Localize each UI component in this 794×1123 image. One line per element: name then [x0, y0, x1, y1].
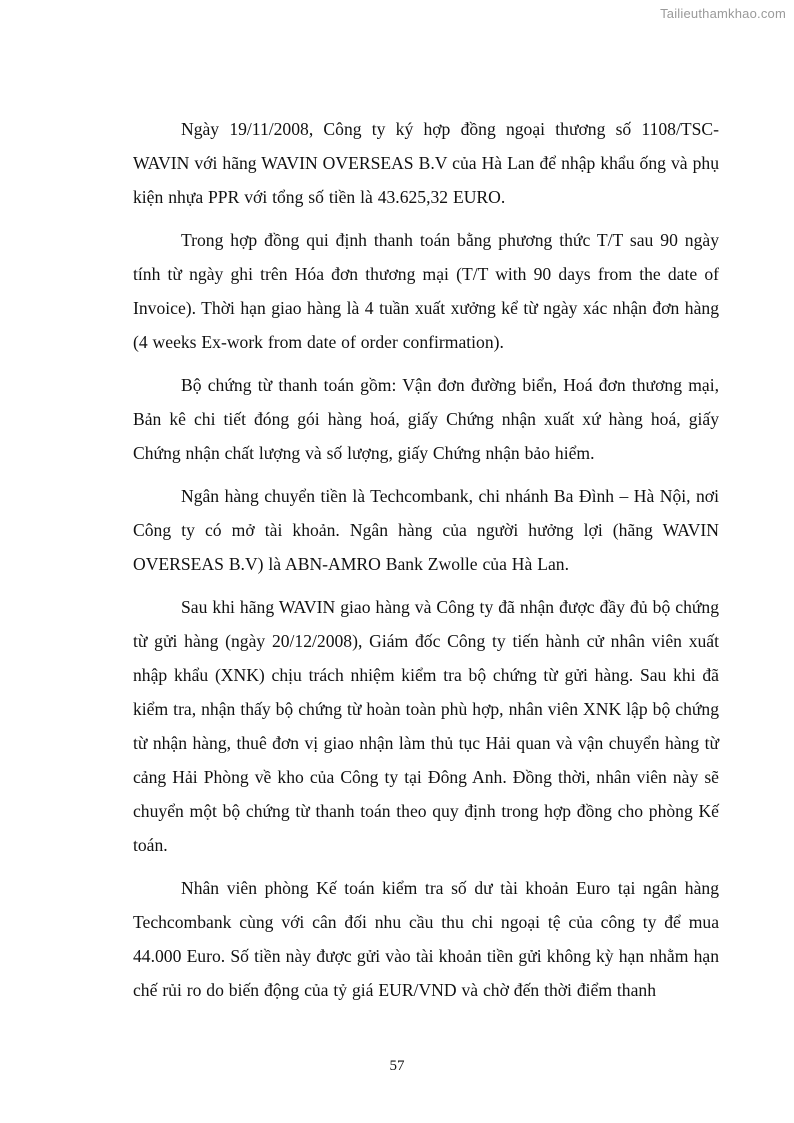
page-number: 57	[389, 1058, 405, 1074]
paragraph-documents: Bộ chứng từ thanh toán gồm: Vận đơn đường biển, Hoá đơn thương mại, Bản kê chi tiết đóng gói hàng hoá, giấy Chứng nhận xuất xứ hàng hoá, giấy Chứng nhận chất lượng và số lượng, giấy Chứng nhận bảo hiểm.	[133, 375, 719, 463]
document-body	[133, 112, 719, 1016]
paragraph-payment-terms: Trong hợp đồng qui định thanh toán bằng phương thức T/T sau 90 ngày tính từ ngày ghi trên Hóa đơn thương mại (T/T with 90 days from the date of Invoice). Thời hạn giao hàng là 4 tuần xuất xưởng kể từ ngày xác nhận đơn hàng (4 weeks Ex-work from date of order confirmation).	[133, 230, 719, 352]
paragraph-contract: Ngày 19/11/2008, Công ty ký hợp đồng ngoại thương số 1108/TSC-WAVIN với hãng WAVIN OVERSEAS B.V của Hà Lan để nhập khẩu ống và phụ kiện nhựa PPR với tổng số tiền là 43.625,32 EURO.	[133, 119, 719, 207]
paragraph-procedure: Sau khi hãng WAVIN giao hàng và Công ty đã nhận được đầy đủ bộ chứng từ gửi hàng (ngày 20/12/2008), Giám đốc Công ty tiến hành cử nhân viên xuất nhập khẩu (XNK) chịu trách nhiệm kiểm tra bộ chứng từ gửi hàng. Sau khi đã kiểm tra, nhận thấy bộ chứng từ hoàn toàn phù hợp, nhân viên XNK lập bộ chứng từ nhận hàng, thuê đơn vị giao nhận làm thủ tục Hải quan và vận chuyển hàng từ cảng Hải Phòng về kho của Công ty tại Đông Anh. Đồng thời, nhân viên này sẽ chuyển một bộ chứng từ thanh toán theo quy định trong hợp đồng cho phòng Kế toán.	[133, 597, 719, 855]
watermark: Tailieuthamkhao.com	[660, 6, 786, 21]
paragraph-banks: Ngân hàng chuyển tiền là Techcombank, chi nhánh Ba Đình – Hà Nội, nơi Công ty có mở tài khoản. Ngân hàng của người hưởng lợi (hãng WAVIN OVERSEAS B.V) là ABN-AMRO Bank Zwolle của Hà Lan.	[133, 486, 719, 574]
paragraph-accounting: Nhân viên phòng Kế toán kiểm tra số dư tài khoản Euro tại ngân hàng Techcombank cùng với cân đối nhu cầu thu chi ngoại tệ của công ty để mua 44.000 Euro. Số tiền này được gửi vào tài khoản tiền gửi không kỳ hạn nhằm hạn chế rủi ro do biến động của tỷ giá EUR/VND và chờ đến thời điểm thanh	[133, 878, 719, 1000]
